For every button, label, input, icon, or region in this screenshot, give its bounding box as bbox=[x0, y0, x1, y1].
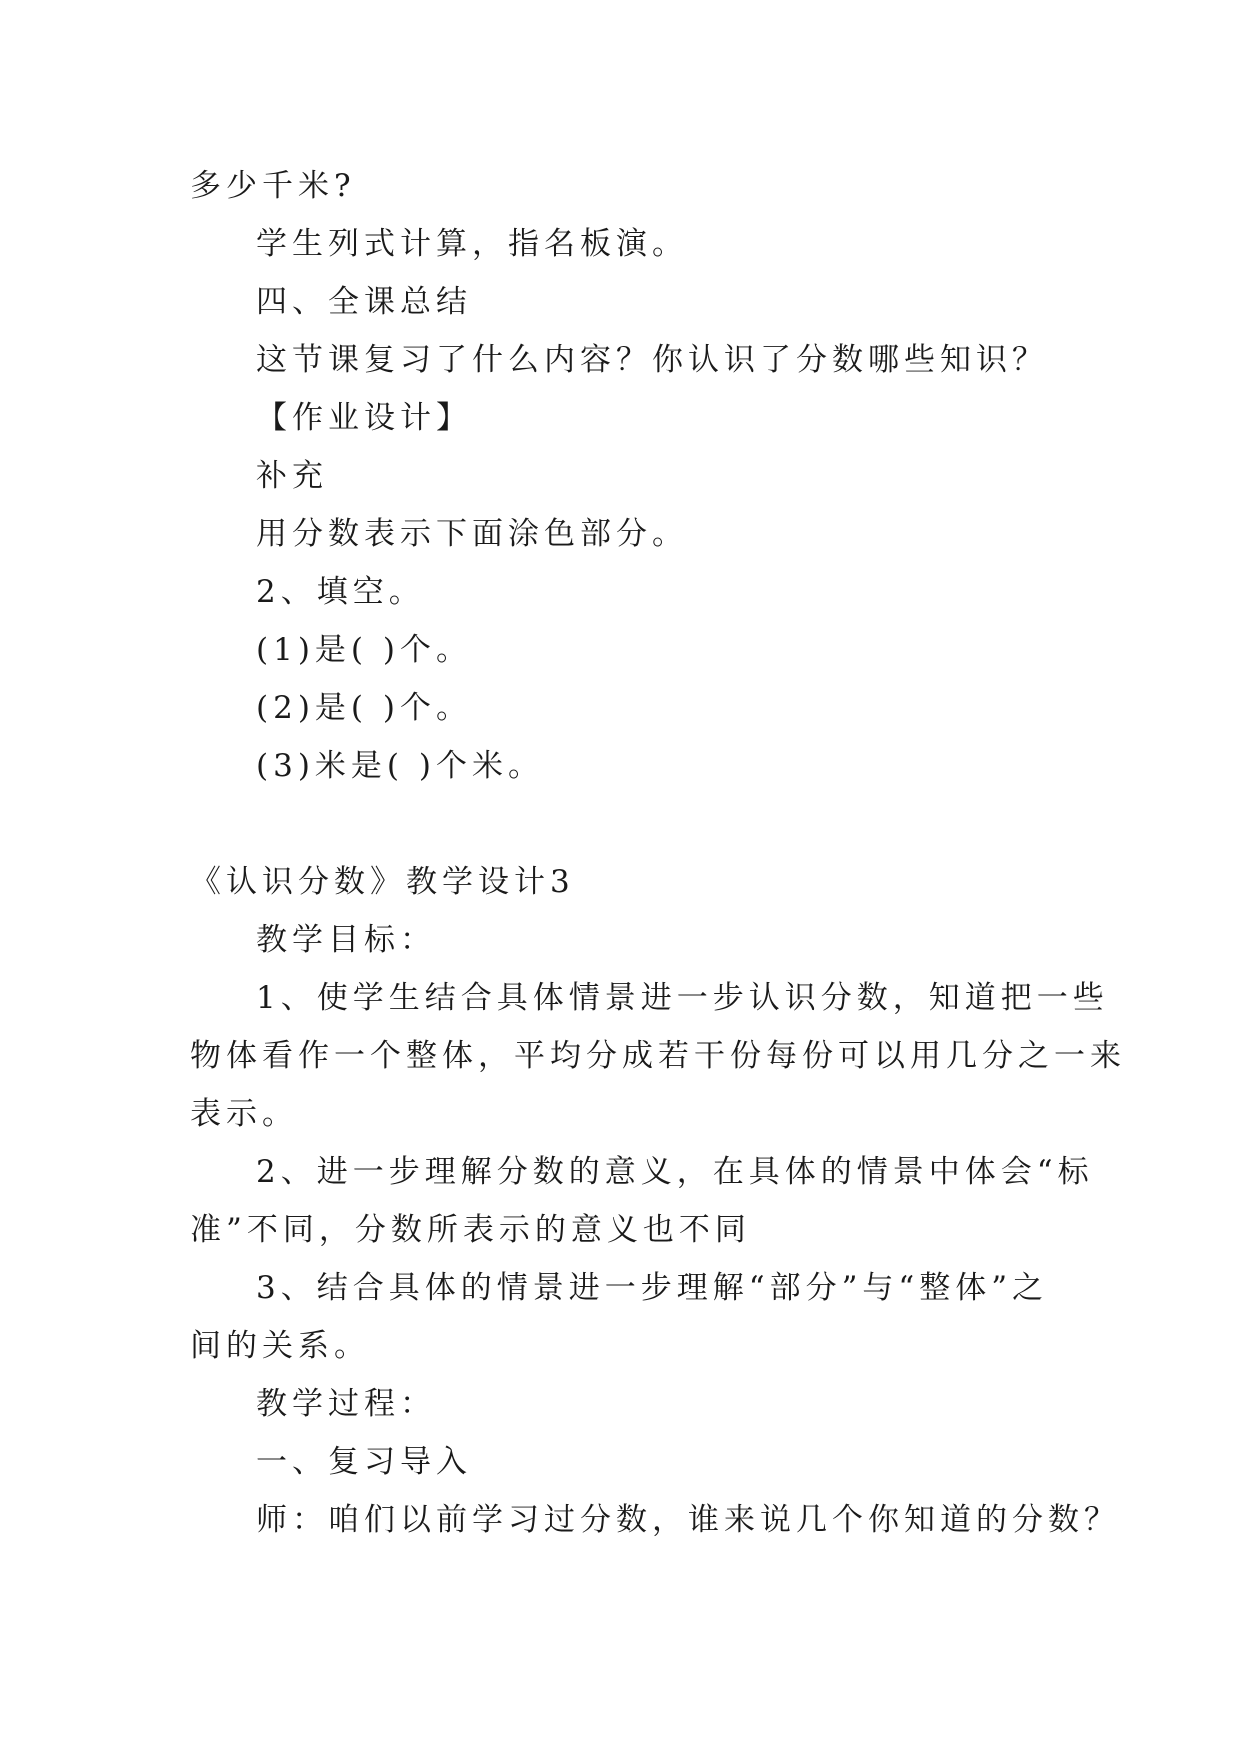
section-heading: 【作业设计】 bbox=[256, 400, 472, 436]
text-line: (2)是( )个。 bbox=[256, 690, 472, 726]
document-title: 《认识分数》教学设计3 bbox=[190, 864, 575, 900]
section-heading: 四、全课总结 bbox=[256, 284, 472, 320]
text-line: 2、填空。 bbox=[256, 574, 425, 610]
section-heading: 教学过程： bbox=[256, 1386, 436, 1422]
section-heading: 一、复习导入 bbox=[256, 1444, 472, 1480]
text-line: (1)是( )个。 bbox=[256, 632, 472, 668]
text-line: 补充 bbox=[256, 458, 328, 494]
section-heading: 教学目标： bbox=[256, 922, 436, 958]
text-line: 表示。 bbox=[190, 1096, 298, 1132]
text-line: 1、使学生结合具体情景进一步认识分数，知道把一些 bbox=[256, 980, 1109, 1016]
text-line: 2、进一步理解分数的意义，在具体的情景中体会“标 bbox=[256, 1154, 1094, 1190]
text-line: (3)米是( )个米。 bbox=[256, 748, 544, 784]
text-line: 3、结合具体的情景进一步理解“部分”与“整体”之 bbox=[256, 1270, 1049, 1306]
text-line: 物体看作一个整体，平均分成若干份每份可以用几分之一来 bbox=[190, 1038, 1126, 1074]
text-line: 间的关系。 bbox=[190, 1328, 370, 1364]
text-line: 学生列式计算，指名板演。 bbox=[256, 226, 688, 262]
text-line: 用分数表示下面涂色部分。 bbox=[256, 516, 688, 552]
text-line: 多少千米? bbox=[190, 168, 356, 204]
text-line: 师：咱们以前学习过分数，谁来说几个你知道的分数？ bbox=[256, 1502, 1120, 1538]
text-line: 这节课复习了什么内容？你认识了分数哪些知识？ bbox=[256, 342, 1048, 378]
text-line: 准”不同，分数所表示的意义也不同 bbox=[190, 1212, 751, 1248]
